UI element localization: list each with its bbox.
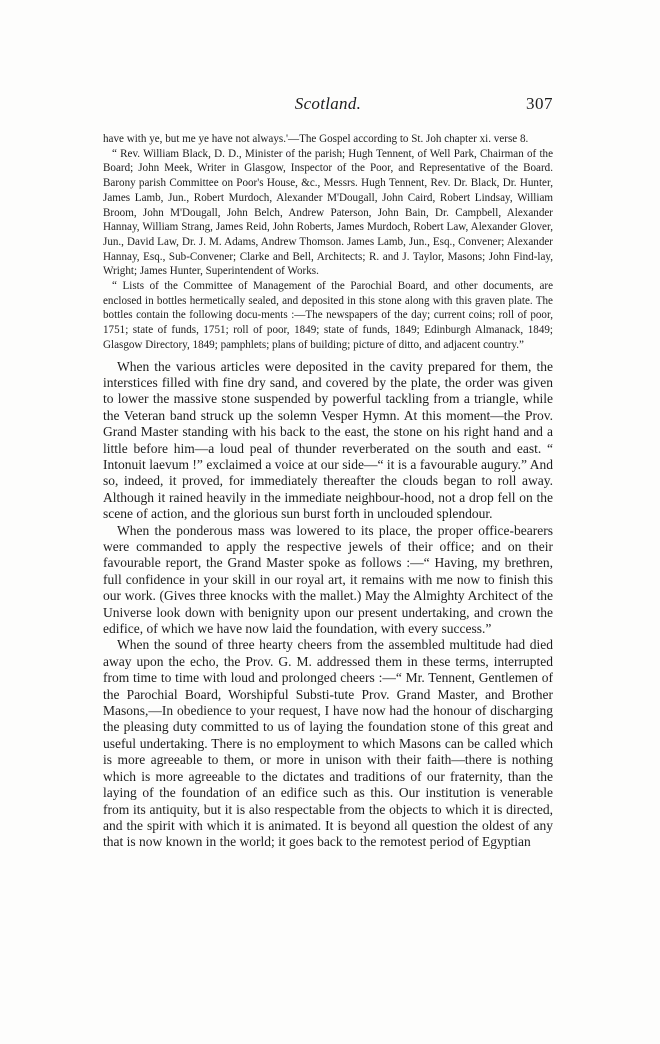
page-header	[103, 94, 553, 118]
body-paragraph: When the various articles were deposited in the cavity prepared for them, the interstices filled with fine dry sand, and covered by the plate, the order was given to lower the massive stone suspended by powerful tackling from a triangle, while the Veteran band struck up the solemn Vesper Hymn. At this moment—the Prov. Grand Master standing with his back to the east, the stone on his right hand and a little before him—a loud peal of thunder reverberated on the south and east. “ Intonuit laevum !” exclaimed a voice at our side—“ it is a favourable augury.” And so, indeed, it proved, for immediately thereafter the clouds began to roll away. Although it rained heavily in the immediate neighbour-hood, not a drop fell on the scene of action, and the glorious sun burst forth in unclouded splendour.	[103, 358, 553, 522]
inscription-paragraph: “ Rev. William Black, D. D., Minister of the parish; Hugh Tennent, of Well Park, Chairman of the Board; John Meek, Writer in Glasgow, Inspector of the Poor, and Representative of the Board. Barony parish Committee on Poor's House, &c., Messrs. Hugh Tennent, Rev. Dr. Black, Dr. Hunter, James Lamb, Jun., Robert Murdoch, Alexander M'Dougall, John Caird, Robert Lindsay, William Broom, John M'Dougall, John Belch, Andrew Paterson, John Bain, Dr. Campbell, Alexander Hannay, William Strang, James Reid, John Roberts, James Murdoch, Robert Law, Alexander Glover, Jun., David Law, Dr. J. M. Adams, Andrew Thomson. James Lamb, Jun., Esq., Convener; Alexander Hannay, Esq., Sub-Convener; Clarke and Bell, Architects; R. and J. Taylor, Masons; John Find-lay, Wright; James Hunter, Superintendent of Works.	[103, 147, 553, 278]
body-paragraph: When the sound of three hearty cheers from the assembled multitude had died away upon the echo, the Prov. G. M. addressed them in these terms, interrupted from time to time with loud and prolonged cheers :—“ Mr. Tennent, Gentlemen of the Parochial Board, Worshipful Substi-tute Prov. Grand Master, and Brother Masons,—In obedience to your request, I have now had the honour of discharging the pleasing duty committed to us of laying the foundation stone of this great and useful undertaking. There is no employment to which Masons can be called which is more agreeable to them, or more in unison with their faith—there is nothing which is more agreeable to the dictates and traditions of our fraternity, than the laying of the foundation of an edifice such as this. Our institution is venerable from its antiquity, but it is also respectable from the objects to which it is directed, and the spirit with which it is animated. It is beyond all question the oldest of any that is now known in the world; it goes back to the remotest period of Egyptian	[103, 637, 553, 850]
inscription-paragraph: have with ye, but me ye have not always.'—The Gospel according to St. Joh chapter xi. verse 8.	[103, 133, 529, 145]
page-number: 307	[526, 94, 553, 113]
inscription-paragraph: “ Lists of the Committee of Management of the Parochial Board, and other documents, are enclosed in bottles hermetically sealed, and deposited in this stone along with this graven plate. The bottles contain the following docu-ments :—The newspapers of the day; current coins; roll of poor, 1751; state of funds, 1751; roll of poor, 1849; state of funds, 1849; Edinburgh Almanack, 1849; Glasgow Directory, 1849; pamphlets; plans of building; picture of ditto, and adjacent country.”	[103, 280, 553, 351]
running-title: Scotland.	[294, 94, 362, 113]
quoted-inscription	[103, 132, 553, 353]
narrative	[103, 359, 553, 851]
body-text	[103, 132, 553, 851]
body-paragraph: When the ponderous mass was lowered to its place, the proper office-bearers were commanded to apply the respective jewels of their office; and on their favourable report, the Grand Master spoke as follows :—“ Having, my brethren, full confidence in your skill in our royal art, it remains with me now to finish this our work. (Gives three knocks with the mallet.) May the Almighty Architect of the Universe look down with benignity upon our present undertaking, and crown the edifice, of which we have now laid the foundation, with every success.”	[103, 522, 553, 637]
